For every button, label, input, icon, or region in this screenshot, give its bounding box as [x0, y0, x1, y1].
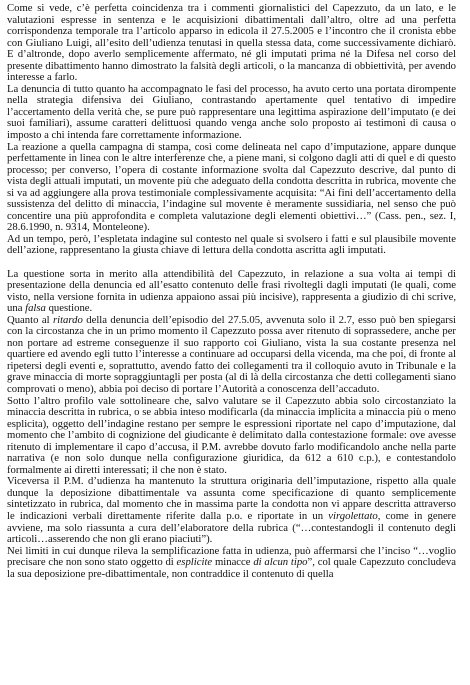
body-paragraph [7, 396, 456, 477]
text-run: Ad un tempo, però, l’espletata indagine sul contesto nel quale si svolsero i fatti e sul plausibile movente dell’azione, rappresentano la giusta chiave di lettura della condotta ascritta agli imputati. [7, 232, 456, 257]
text-run: La reazione a quella campagna di stampa, così come delineata nel capo d’imputazione, appare dunque perfettamente in linea con le altre interferenze che, a piene mani, si colgono dagli atti di quel e di questo processo; per converso, l’opera di costante informazione svolta dal Capezzuto descrive, dal punto di vista degli attuali imputati, un movente più che adeguato della condotta descritta in rubrica, movente che si va ad aggiungere alla prova testimoniale complessivamente acquisita: “Ai fini dell’accertamento della sussistenza del delitto di minaccia, l’indagine sul movente è meramente sussidiaria, nel senso che può concentire una più approfondita e completa valutazione degli elementi obiettivi…” (Cass. pen., sez. I, 28.6.1990, n. 9314, Monteleone). [7, 140, 456, 234]
text-run: Nei limiti in cui dunque rileva la semplificazione fatta in udienza, può affermarsi che l’inciso “…voglio precisare che non sono stato oggetto di [7, 544, 456, 569]
body-paragraph [7, 315, 456, 396]
italic-text-run: virgolettato [328, 510, 378, 523]
body-paragraph [7, 476, 456, 545]
text-run: della denuncia dell’episodio del 27.5.05, avvenuta solo il 2.7, esso può ben spiegarsi con la circostanza che in un primo momento il Capezzuto possa aver ritenuto di soprassedere, anche per non portare ad estreme conseguenze il suo rapporto coi Giuliano, vista la sua costante presenza nel quartiere ed avendo egli tutto l’interesse a continuare ad occuparsi della vicenda, ma che poi, di fronte al ripetersi degli eventi e, soprattutto, avendo fatto dei collegamenti tra il colloquio avuto in Tribunale e la grave minaccia di morte sopraggiuntagli per posta (al di là della circostanza che detti collegamenti siano comprovati o meno), abbia poi deciso di portare l’Autorità a conoscenza dell’accaduto. [7, 313, 456, 395]
italic-text-run: falsa [25, 302, 46, 315]
text-run: ”, col quale Capezzuto concludeva la sua deposizione pre-dibattimentale, non contraddice il contenuto di quella [7, 556, 456, 580]
italic-text-run: di alcun tipo [253, 556, 308, 569]
text-run: , come in genere avviene, ma solo riassunta a cura dell’elaboratore della rubrica (“…contestandogli il contenuto degli articoli…asserendo che non gli erano piaciuti”). [7, 510, 456, 546]
italic-text-run: esplicite [176, 556, 213, 569]
body-paragraph [7, 3, 456, 84]
text-run: La denuncia di tutto quanto ha accompagnato le fasi del processo, ha avuto certo una portata dirompente nella strategia difensiva dei Giuliano, contrastando apertamente quel tentativo di impedire l’accertamento della verità che, se pure può rappresentare una legittima aspirazione dell’imputato (e dei suoi familiari), assume caratteri delittuosi quando venga anche solo proposto ai testimoni di causa o imposto a chi intenda fare correttamente informazione. [7, 82, 456, 142]
text-run: Quanto al [7, 313, 53, 326]
body-paragraph [7, 142, 456, 234]
text-run: Come si vede, c’è perfetta coincidenza tra i commenti giornalistici del Capezzuto, da un lato, e le valutazioni espresse in sentenza e le acquisizioni dibattimentali dall’altro, oltre ad una perfetta corrispondenza temporale tra l’articolo apparso in edicola il 27.5.2005 e l’incontro che il cronista ebbe con Giuliano Luigi, all’esito dell’udienza tenutasi in quella stessa data, come successivamente dichiarò. E d’altronde, dopo averlo semplicemente affermato, né gli imputati prima né la Difesa nel corso del presente dibattimento hanno dimostrato la falsità degli articoli, o la mancanza di obbiettività, per avendo interesse a farlo. [7, 2, 456, 84]
body-paragraph [7, 234, 456, 257]
text-run: Viceversa il P.M. d’udienza ha mantenuto la struttura originaria dell’imputazione, rispetto alla quale dunque la deposizione dibattimentale va assunta come specificazione di quanto semplicemente sintetizzato in rubrica, dal momento che in massima parte la condotta non vi appare descritta attraverso le indicazioni verbali direttamente riferite dalla p.o. e riportate in un [7, 475, 456, 523]
text-run: Sotto l’altro profilo vale sottolineare che, salvo valutare se il Capezzuto abbia solo circostanziato la minaccia descritta in rubrica, o se abbia inteso modificarla (da minaccia implicita a minaccia più o meno esplicita), oggetto dell’indagine restano per sempre le espressioni riportate nel capo d’imputazione, dal momento che l’ambito di cognizione del giudicante è delimitato dalla contestazione formale: ove avesse ritenuto di implementare il capo d’accusa, il P.M. avrebbe dovuto farlo modificandolo anche nella parte narrativa (e non solo dunque nella configurazione giuridica, da 612 a 610 c.p.), e contestandolo formalmente ai diretti interessati; il che non è stato. [7, 394, 456, 476]
body-paragraph [7, 546, 456, 581]
body-paragraph [7, 269, 456, 315]
text-run: minacce [212, 556, 254, 569]
body-paragraph [7, 84, 456, 142]
text-run: La questione sorta in merito alla attendibilità del Capezzuto, in relazione a sua volta ai tempi di presentazione della denuncia ed all’esatto contenuto delle frasi rivoltegli dagli imputati (le quali, come visto, nella versione fornita in udienza appaiono assai più incisive), rappresenta a giudizio di chi scrive, una [7, 267, 456, 315]
text-run: questione. [45, 302, 93, 315]
italic-text-run: ritardo [52, 313, 83, 326]
